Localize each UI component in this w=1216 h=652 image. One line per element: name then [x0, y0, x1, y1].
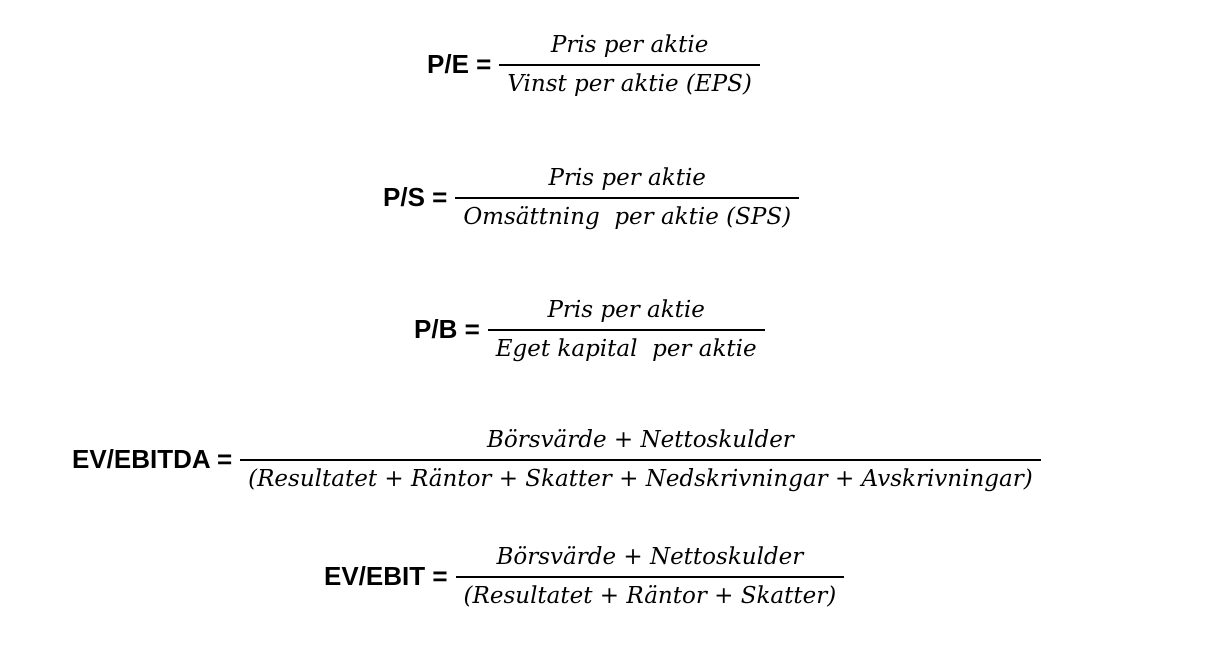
denominator: (Resultatet + Räntor + Skatter): [463, 583, 837, 609]
formula-ev-ebitda: [72, 425, 1041, 494]
denominator: Vinst per aktie (EPS): [507, 71, 752, 97]
denominator: Eget kapital per aktie: [495, 336, 757, 362]
formula-label: EV/EBIT =: [324, 561, 448, 591]
formula-pb: [414, 295, 765, 364]
numerator: Pris per aktie: [550, 32, 709, 58]
formula-label: P/E =: [427, 49, 492, 79]
formula-ev-ebit: [324, 542, 844, 611]
numerator: Börsvärde + Nettoskulder: [496, 544, 804, 570]
denominator: (Resultatet + Räntor + Skatter + Nedskrivningar + Avskrivningar): [248, 466, 1033, 492]
formula-label: P/B =: [414, 314, 480, 344]
fraction: [488, 295, 765, 364]
numerator: Börsvärde + Nettoskulder: [487, 427, 794, 453]
fraction: [455, 163, 799, 232]
numerator: Pris per aktie: [547, 297, 705, 323]
formula-label: EV/EBITDA =: [72, 444, 233, 474]
formula-ps: [383, 163, 799, 232]
formula-label: P/S =: [383, 182, 448, 212]
denominator: Omsättning per aktie (SPS): [463, 204, 792, 230]
numerator: Pris per aktie: [548, 165, 706, 191]
fraction: [499, 30, 760, 99]
fraction: [240, 425, 1041, 494]
formula-pe: [427, 30, 760, 99]
fraction: [456, 542, 845, 611]
